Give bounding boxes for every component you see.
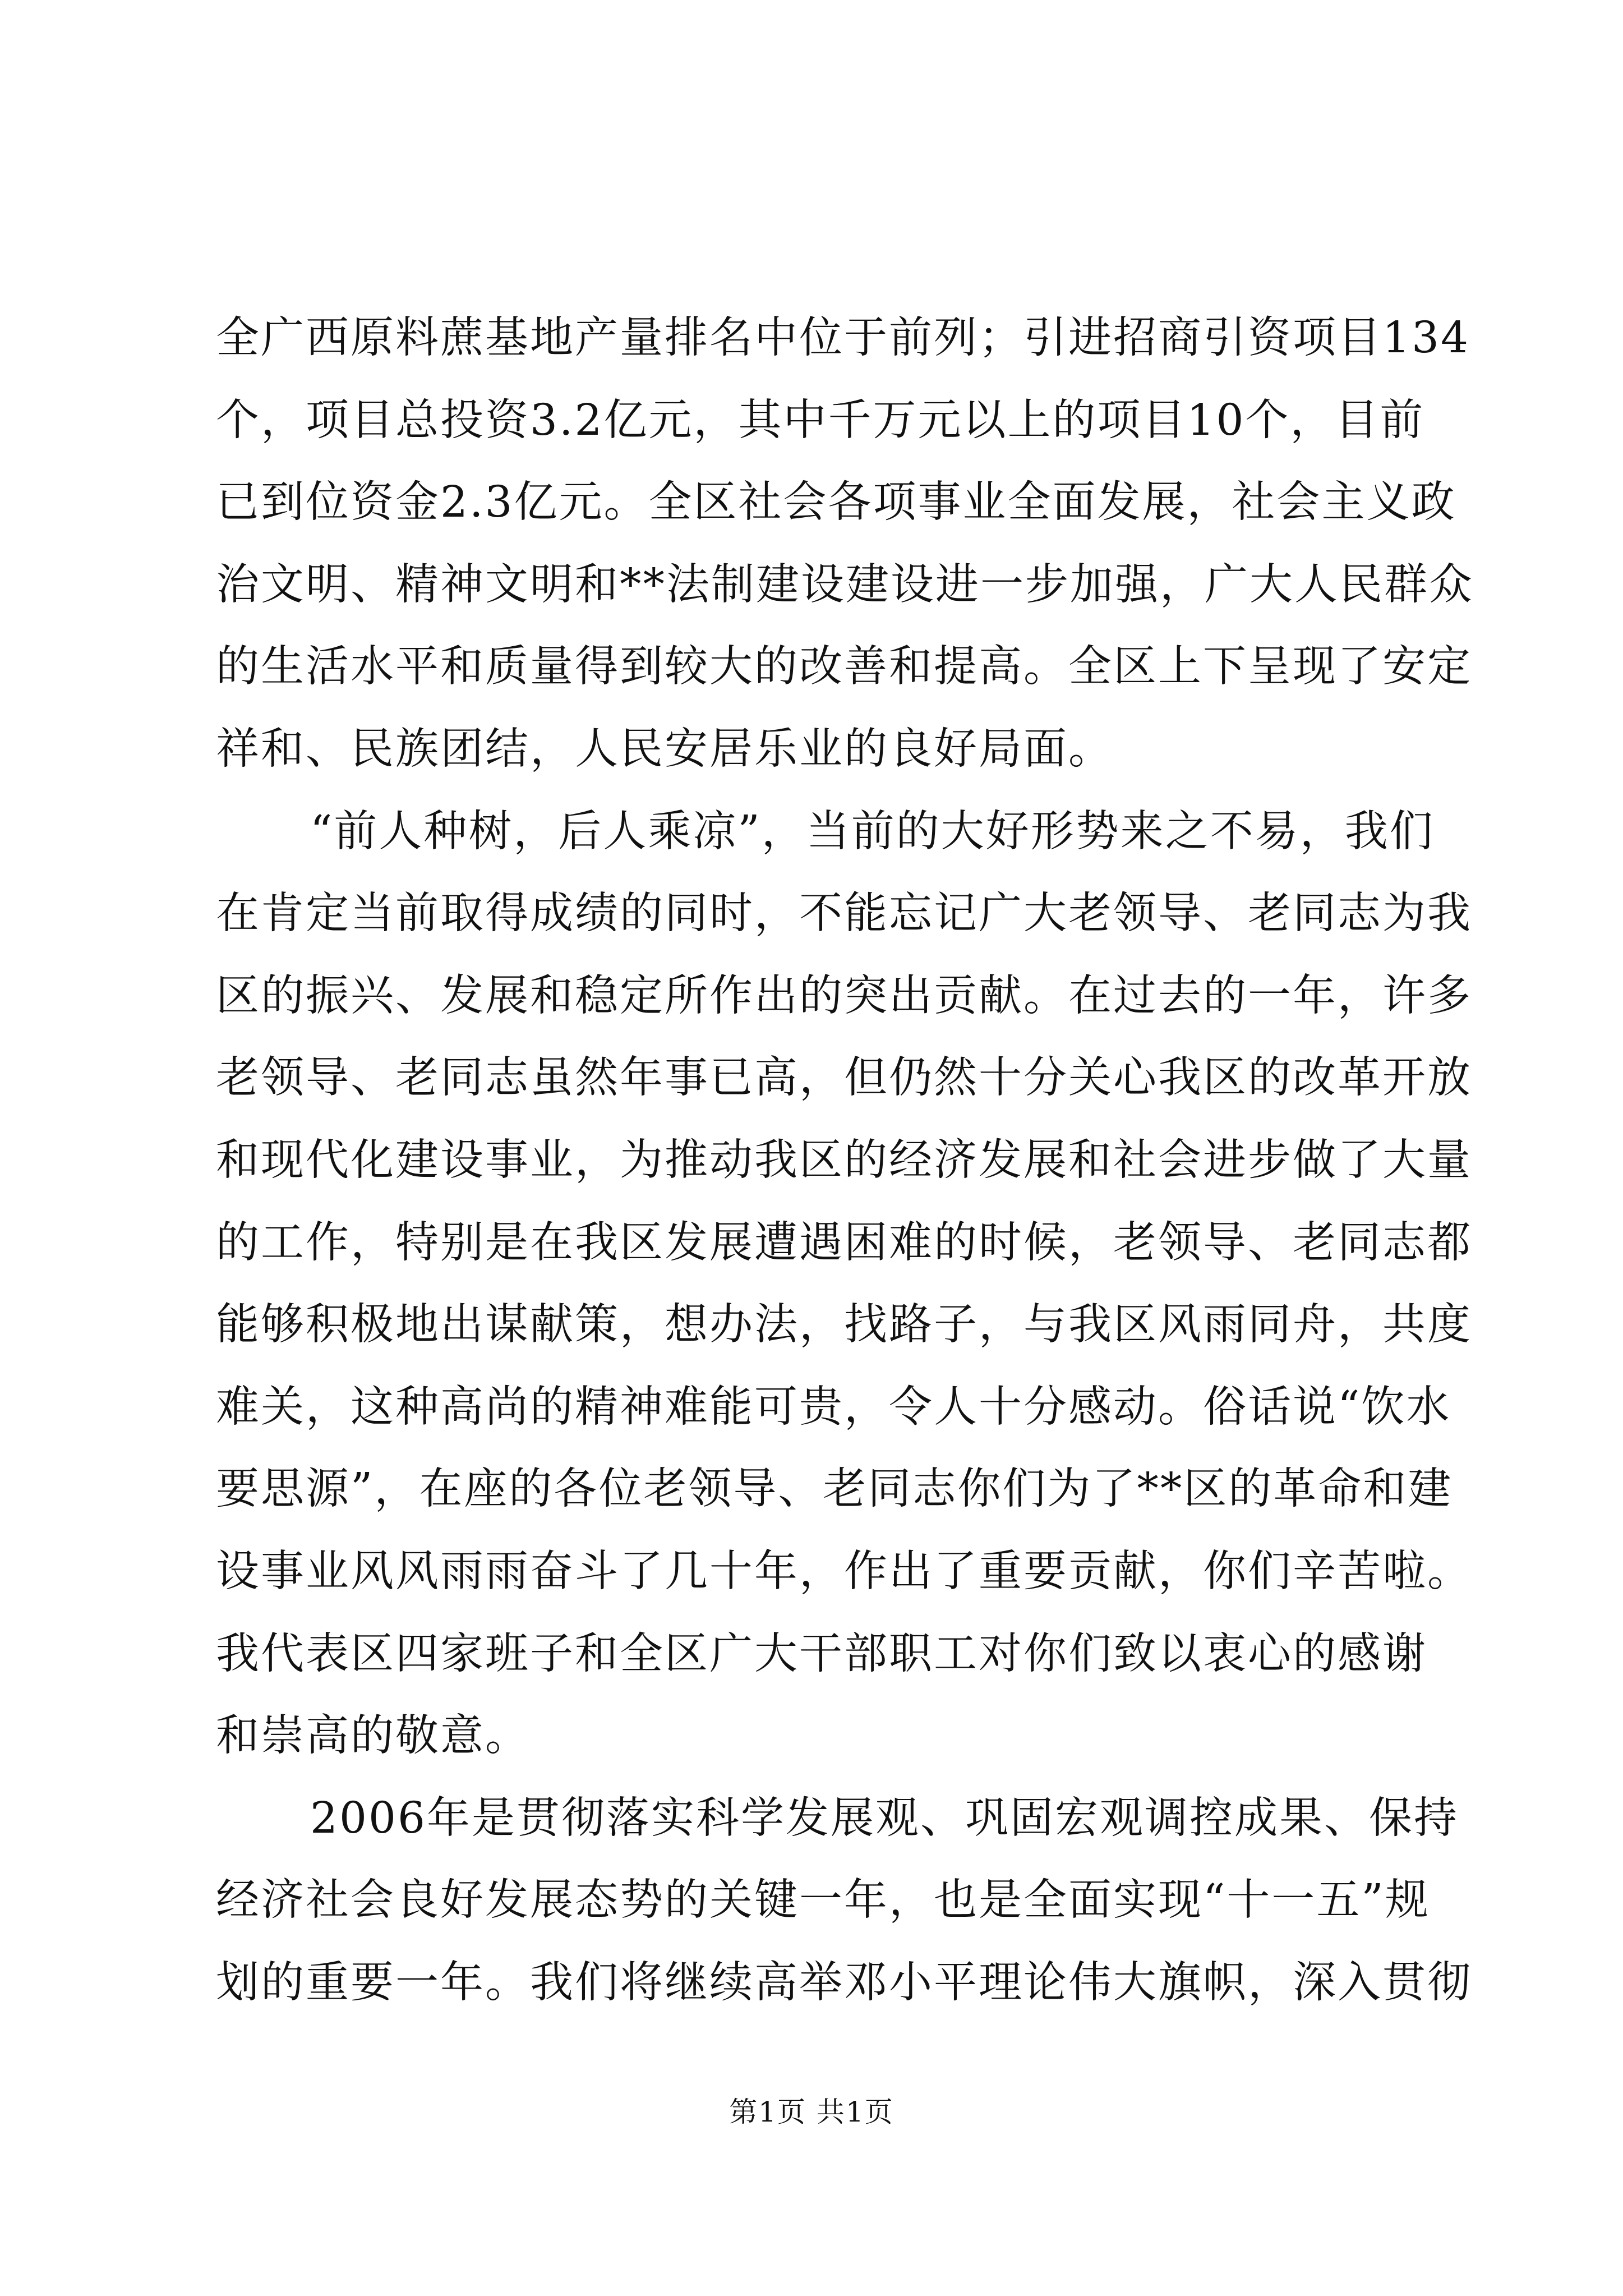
text-line: 在肯定当前取得成绩的同时，不能忘记广大老领导、老同志为我 (216, 889, 1472, 939)
text-line: 经济社会良好发展态势的关键一年，也是全面实现“十一五”规 (216, 1875, 1430, 1926)
text-line: 我代表区四家班子和全区广大干部职工对你们致以衷心的感谢 (216, 1628, 1427, 1679)
text-line: 能够积极地出谋献策，想办法，找路子，与我区风雨同舟，共度 (216, 1300, 1472, 1350)
text-line: “前人种树，后人乘凉”，当前的大好形势来之不易，我们 (310, 806, 1435, 857)
text-line: 祥和、民族团结，人民安居乐业的良好局面。 (216, 724, 1113, 774)
text-line: 和崇高的敬意。 (216, 1711, 530, 1761)
text-line: 的工作，特别是在我区发展遭遇困难的时候，老领导、老同志都 (216, 1217, 1472, 1268)
page-footer: 第1页 共1页 (729, 2096, 894, 2128)
text-line: 全广西原料蔗基地产量排名中位于前列；引进招商引资项目134 (216, 313, 1470, 363)
text-line: 个，项目总投资3.2亿元，其中千万元以上的项目10个，目前 (216, 395, 1425, 445)
text-line: 划的重要一年。我们将继续高举邓小平理论伟大旗帜，深入贯彻 (216, 1957, 1472, 2008)
text-line: 2006年是贯彻落实科学发展观、巩固宏观调控成果、保持 (310, 1793, 1459, 1843)
text-line: 老领导、老同志虽然年事已高，但仍然十分关心我区的改革开放 (216, 1053, 1472, 1103)
text-line: 要思源”，在座的各位老领导、老同志你们为了**区的革命和建 (216, 1464, 1453, 1515)
text-line: 和现代化建设事业，为推动我区的经济发展和社会进步做了大量 (216, 1135, 1472, 1185)
text-line: 已到位资金2.3亿元。全区社会各项事业全面发展，社会主义政 (216, 477, 1456, 528)
document-body (216, 297, 1474, 2024)
text-line: 难关，这种高尚的精神难能可贵，令人十分感动。俗话说“饮水 (216, 1382, 1451, 1432)
text-line: 治文明、精神文明和**法制建设建设进一步加强，广大人民群众 (216, 559, 1474, 610)
text-line: 的生活水平和质量得到较大的改善和提高。全区上下呈现了安定 (216, 642, 1472, 692)
text-line: 设事业风风雨雨奋斗了几十年，作出了重要贡献，你们辛苦啦。 (216, 1546, 1472, 1596)
text-line: 区的振兴、发展和稳定所作出的突出贡献。在过去的一年，许多 (216, 970, 1472, 1021)
